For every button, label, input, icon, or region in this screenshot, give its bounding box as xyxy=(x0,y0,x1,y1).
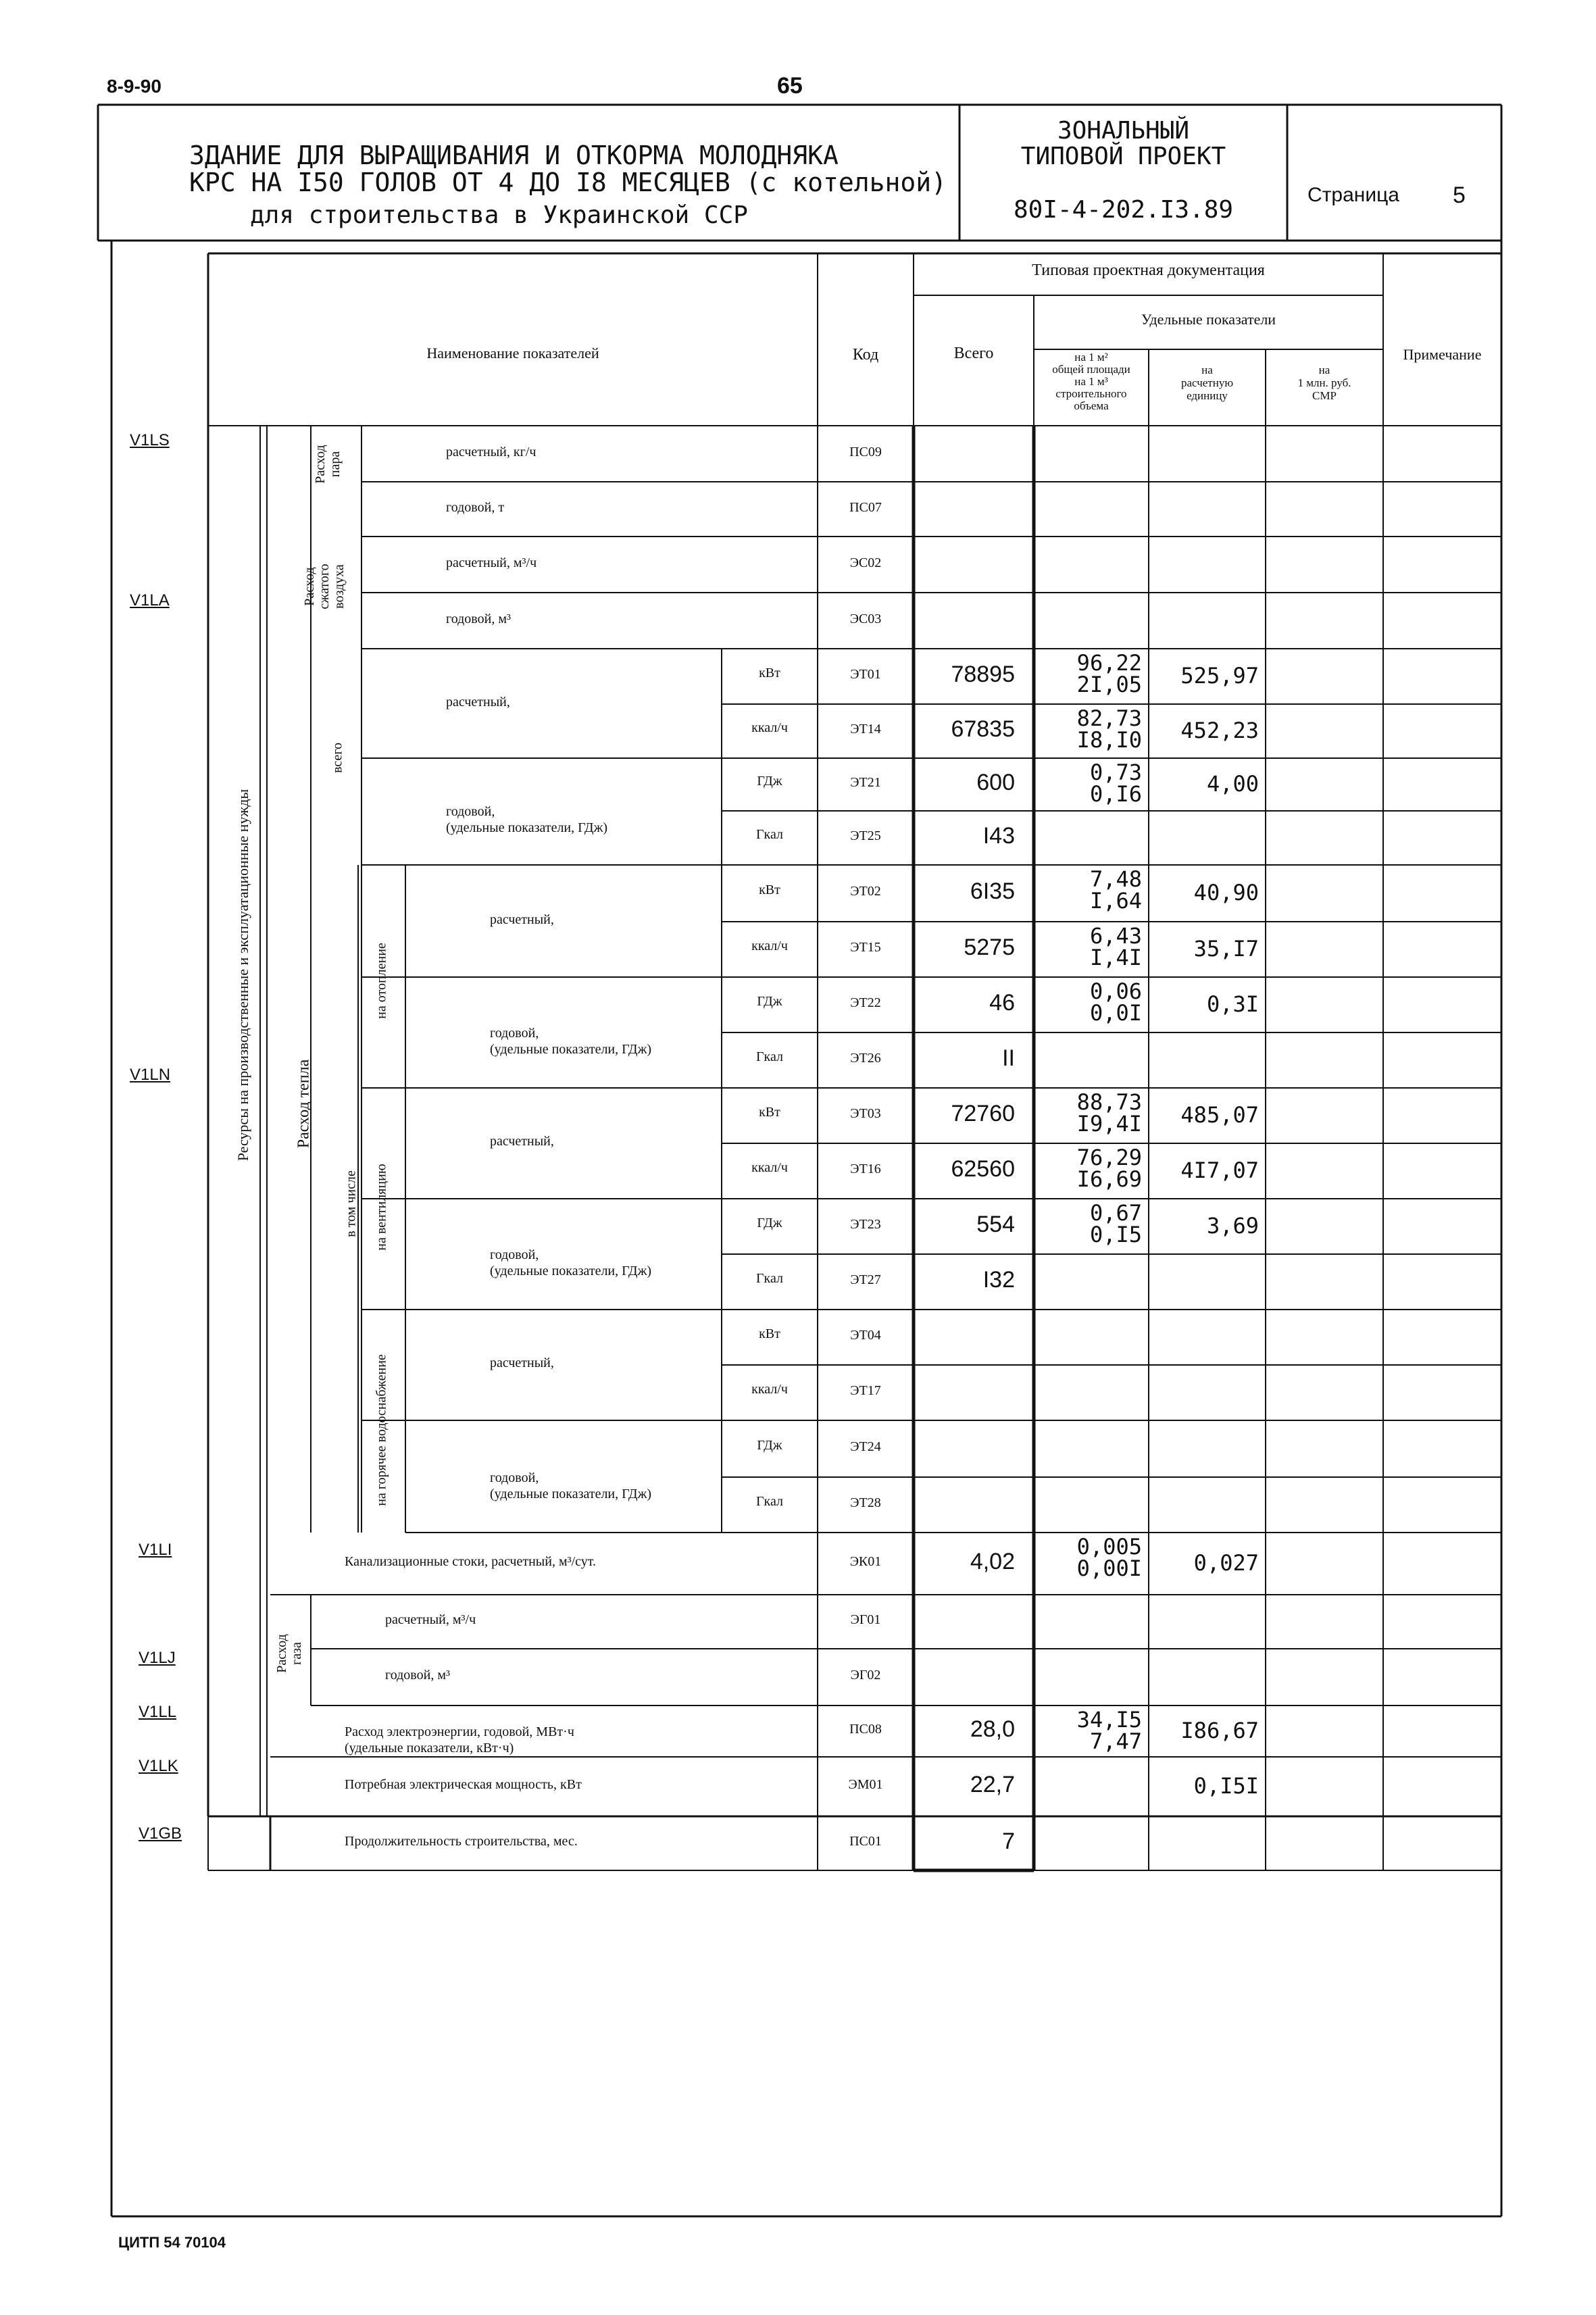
col-specific-header: Удельные показатели xyxy=(1141,311,1276,328)
per-volume-cell: I9,4I xyxy=(1076,1111,1142,1137)
code-cell: ЭТ23 xyxy=(850,1217,881,1232)
margin-code: V1LJ xyxy=(139,1649,176,1667)
col-note-header: Примечание xyxy=(1403,346,1482,363)
unit-cell: ккал/ч xyxy=(751,720,788,735)
per-area-cell: 88,73 xyxy=(1076,1089,1142,1115)
per-area-cell: 0,06 xyxy=(1089,978,1142,1004)
group-hot-water-label: на горячее водоснабжение xyxy=(374,1354,389,1506)
code-cell: ПС01 xyxy=(849,1834,882,1849)
indicator-name-note: (удельные показатели, ГДж) xyxy=(490,1487,652,1501)
footer-code: ЦИТП 54 70104 xyxy=(118,2234,226,2251)
page-value: 5 xyxy=(1453,182,1466,208)
margin-code: V1GB xyxy=(139,1824,182,1843)
per-volume-cell: I6,69 xyxy=(1076,1166,1142,1192)
unit-cell: ккал/ч xyxy=(751,1382,788,1397)
group-gas-label: Расход газа xyxy=(274,1634,304,1673)
unit-cell: Гкал xyxy=(755,1494,783,1509)
unit-cell: ГДж xyxy=(757,1216,782,1230)
group-heating-label: на отопление xyxy=(374,943,389,1019)
per-unit-cell: 0,027 xyxy=(1193,1550,1259,1576)
indicator-name: годовой, м³ xyxy=(446,611,511,626)
per-volume-cell: 2I,05 xyxy=(1076,672,1142,697)
indicator-name: расчетный, кг/ч xyxy=(446,444,537,459)
indicator-name: годовой, xyxy=(446,804,495,819)
indicator-name: расчетный, м³/ч xyxy=(385,1612,476,1627)
indicator-name-note: (удельные показатели, ГДж) xyxy=(490,1264,652,1278)
unit-cell: ГДж xyxy=(757,994,782,1009)
total-cell: 554 xyxy=(976,1212,1015,1237)
total-cell: 7 xyxy=(1002,1828,1015,1854)
total-cell: 600 xyxy=(976,770,1015,795)
code-cell: ЭС03 xyxy=(849,611,882,626)
col-code-header: Код xyxy=(852,346,879,364)
unit-cell: Гкал xyxy=(755,1271,783,1286)
unit-cell: ГДж xyxy=(757,1438,782,1453)
per-area-cell: 96,22 xyxy=(1076,650,1142,676)
per-unit-cell: 525,97 xyxy=(1180,663,1259,689)
indicator-name: годовой, xyxy=(490,1247,539,1262)
group-air-label: Расход сжатого воздуха xyxy=(302,564,347,609)
col-per-area-header: на 1 м² общей площади на 1 м³ строительного объема xyxy=(1052,351,1130,412)
col-per-million-header: на 1 млн. руб. СМР xyxy=(1297,364,1351,402)
group-steam-label: Расход пара xyxy=(313,445,343,484)
margin-code: V1LN xyxy=(130,1066,171,1084)
document-date: 8-9-90 xyxy=(107,76,161,97)
code-cell: ЭТ22 xyxy=(850,995,881,1010)
code-cell: ЭМ01 xyxy=(848,1777,883,1792)
total-cell: 67835 xyxy=(951,716,1015,742)
unit-cell: ккал/ч xyxy=(751,939,788,953)
per-area-cell: 7,48 xyxy=(1089,866,1142,892)
total-cell: 46 xyxy=(989,990,1015,1016)
per-unit-cell: 4,00 xyxy=(1206,771,1259,797)
code-cell: ЭТ28 xyxy=(850,1495,881,1510)
indicator-name: годовой, м³ xyxy=(385,1668,450,1683)
total-cell: 78895 xyxy=(951,662,1015,687)
total-cell: 62560 xyxy=(951,1156,1015,1182)
total-cell: 22,7 xyxy=(970,1772,1015,1797)
indicator-name-note: (удельные показатели, кВт·ч) xyxy=(345,1741,514,1756)
total-cell: 28,0 xyxy=(970,1716,1015,1742)
per-volume-cell: 0,I5 xyxy=(1089,1222,1142,1247)
code-cell: ЭТ25 xyxy=(850,828,881,843)
title-line-1: ЗДАНИЕ ДЛЯ ВЫРАЩИВАНИЯ И ОТКОРМА МОЛОДНЯКА xyxy=(189,141,839,170)
per-unit-cell: 3,69 xyxy=(1206,1213,1259,1239)
page-label: Страница xyxy=(1307,184,1399,206)
total-cell: 5275 xyxy=(964,935,1015,960)
col-per-unit-header: на расчетную единицу xyxy=(1180,364,1234,402)
col-group-header: Типовая проектная документация xyxy=(1032,262,1265,279)
group-resources-label: Ресурсы на производственные и эксплуатационные нужды xyxy=(234,789,251,1162)
code-cell: ЭТ14 xyxy=(850,722,881,737)
per-area-cell: 34,I5 xyxy=(1076,1707,1142,1733)
total-cell: 4,02 xyxy=(970,1549,1015,1574)
per-unit-cell: 40,90 xyxy=(1193,880,1259,905)
code-cell: ЭТ24 xyxy=(850,1439,881,1454)
code-cell: ЭТ21 xyxy=(850,775,881,790)
per-area-cell: 76,29 xyxy=(1076,1145,1142,1170)
per-unit-cell: 452,23 xyxy=(1180,718,1259,743)
indicator-name: Канализационные стоки, расчетный, м³/сут. xyxy=(345,1554,597,1569)
unit-cell: Гкал xyxy=(755,827,783,842)
margin-code: V1LS xyxy=(130,431,170,449)
project-type-line-2: ТИПОВОЙ ПРОЕКТ xyxy=(1020,143,1226,170)
per-area-cell: 6,43 xyxy=(1089,923,1142,949)
col-name-header: Наименование показателей xyxy=(426,345,599,362)
per-unit-cell: 0,I5I xyxy=(1193,1773,1259,1799)
total-cell: 6I35 xyxy=(970,878,1015,904)
indicator-name: расчетный, м³/ч xyxy=(446,555,537,570)
page-number: 65 xyxy=(777,73,803,99)
code-cell: ПС07 xyxy=(849,499,882,515)
title-line-3: для строительства в Украинской ССР xyxy=(250,201,748,229)
project-code: 80I-4-202.I3.89 xyxy=(1013,196,1234,224)
code-cell: ПС09 xyxy=(849,444,882,459)
per-volume-cell: I,64 xyxy=(1089,888,1142,914)
per-volume-cell: I8,I0 xyxy=(1076,727,1142,753)
indicator-name: расчетный, xyxy=(446,695,510,710)
per-volume-cell: 7,47 xyxy=(1089,1728,1142,1754)
margin-code: V1LL xyxy=(139,1703,177,1721)
total-cell: I32 xyxy=(982,1267,1015,1293)
unit-cell: кВт xyxy=(759,666,780,680)
indicator-name: годовой, т xyxy=(446,499,505,515)
per-volume-cell: 0,00I xyxy=(1076,1555,1142,1581)
code-cell: ЭГ02 xyxy=(850,1668,881,1683)
per-unit-cell: 0,3I xyxy=(1206,991,1259,1017)
total-cell: I43 xyxy=(982,823,1015,849)
unit-cell: кВт xyxy=(759,1105,780,1120)
per-volume-cell: 0,0I xyxy=(1089,1000,1142,1026)
per-unit-cell: 35,I7 xyxy=(1193,936,1259,962)
code-cell: ЭТ17 xyxy=(850,1383,881,1398)
project-type-line-1: ЗОНАЛЬНЫЙ xyxy=(1057,117,1190,145)
code-cell: ЭТ15 xyxy=(850,940,881,955)
code-cell: ЭТ16 xyxy=(850,1162,881,1176)
code-cell: ЭТ01 xyxy=(850,667,881,682)
per-unit-cell: I86,67 xyxy=(1180,1718,1259,1743)
code-cell: ЭГ01 xyxy=(850,1612,881,1627)
code-cell: ЭК01 xyxy=(849,1554,882,1569)
code-cell: ЭТ27 xyxy=(850,1272,881,1287)
margin-code: V1LI xyxy=(139,1541,172,1559)
indicator-name: Продолжительность строительства, мес. xyxy=(345,1834,578,1849)
margin-code: V1LK xyxy=(139,1757,178,1775)
indicator-name: годовой, xyxy=(490,1470,539,1485)
per-volume-cell: I,4I xyxy=(1089,945,1142,970)
per-unit-cell: 4I7,07 xyxy=(1180,1158,1259,1183)
per-area-cell: 0,005 xyxy=(1076,1534,1142,1560)
per-volume-cell: 0,I6 xyxy=(1089,781,1142,807)
code-cell: ЭТ03 xyxy=(850,1106,881,1121)
group-total-label: всего xyxy=(330,742,345,774)
indicator-name: Потребная электрическая мощность, кВт xyxy=(345,1777,582,1792)
indicator-name: расчетный, xyxy=(490,1355,554,1370)
unit-cell: кВт xyxy=(759,882,780,897)
margin-code: V1LA xyxy=(130,591,170,609)
col-total-header: Всего xyxy=(953,345,994,362)
group-ventilation-label: на вентиляцию xyxy=(374,1164,389,1251)
unit-cell: ккал/ч xyxy=(751,1160,788,1175)
per-area-cell: 82,73 xyxy=(1076,705,1142,731)
unit-cell: кВт xyxy=(759,1326,780,1341)
indicator-name: годовой, xyxy=(490,1026,539,1041)
group-heat-label: Расход тепла xyxy=(295,1059,313,1149)
indicator-name: расчетный, xyxy=(490,1134,554,1149)
indicator-name-note: (удельные показатели, ГДж) xyxy=(446,820,608,835)
unit-cell: ГДж xyxy=(757,774,782,789)
group-incl-label: в том числе xyxy=(343,1170,359,1237)
indicator-name-note: (удельные показатели, ГДж) xyxy=(490,1042,652,1057)
total-cell: II xyxy=(1002,1045,1015,1071)
code-cell: ЭТ26 xyxy=(850,1051,881,1066)
title-line-2: КРС НА I50 ГОЛОВ ОТ 4 ДО I8 МЕСЯЦЕВ (с котельной) xyxy=(189,168,947,197)
code-cell: ЭС02 xyxy=(849,555,882,570)
code-cell: ЭТ02 xyxy=(850,884,881,899)
indicator-name: Расход электроэнергии, годовой, МВт·ч xyxy=(345,1724,574,1739)
total-cell: 72760 xyxy=(951,1101,1015,1126)
code-cell: ПС08 xyxy=(849,1722,882,1737)
per-area-cell: 0,73 xyxy=(1089,760,1142,785)
per-unit-cell: 485,07 xyxy=(1180,1102,1259,1128)
per-area-cell: 0,67 xyxy=(1089,1200,1142,1226)
code-cell: ЭТ04 xyxy=(850,1328,881,1343)
unit-cell: Гкал xyxy=(755,1049,783,1064)
indicator-name: расчетный, xyxy=(490,912,554,927)
